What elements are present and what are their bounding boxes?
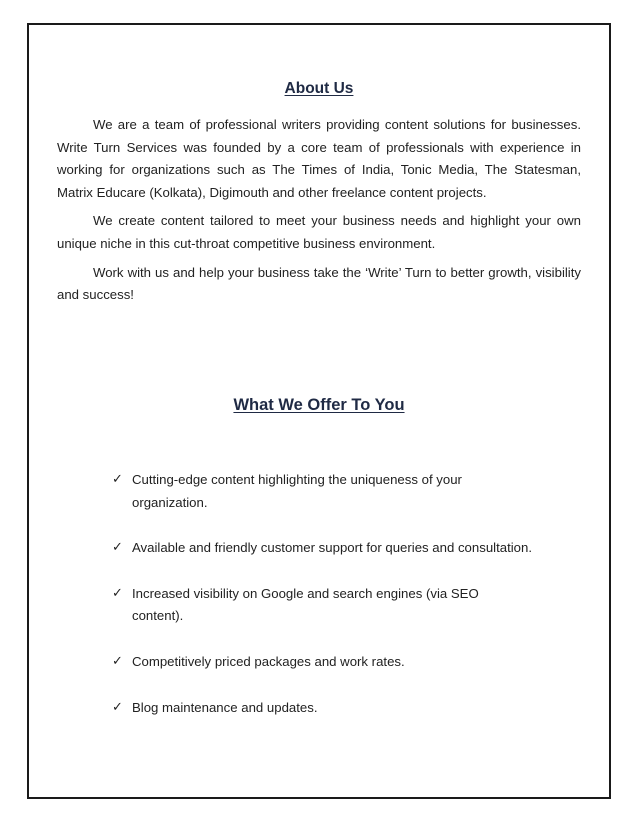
offer-item-text: Cutting-edge content highlighting the uniqueness of your organization.	[132, 472, 462, 510]
offer-list-item	[112, 651, 532, 674]
offer-list-item	[112, 537, 532, 560]
checkmark-icon: ✓	[112, 540, 123, 556]
about-paragraph-tailored: We create content tailored to meet your business needs and highlight your own unique niche in this cut-throat competitive business environment.	[57, 213, 581, 251]
offer-list-item	[112, 469, 532, 514]
offer-list-item	[112, 583, 532, 628]
offer-item-text: Available and friendly customer support for queries and consultation.	[132, 540, 533, 556]
offer-item-text: Competitively priced packages and work rates.	[132, 653, 405, 669]
checkmark-icon: ✓	[112, 699, 123, 715]
offer-list	[112, 469, 532, 742]
offer-item-text: Increased visibility on Google and search engines (via SEO content).	[132, 585, 479, 624]
checkmark-icon: ✓	[112, 472, 123, 487]
about-us-section	[57, 114, 581, 313]
what-we-offer-heading: What We Offer To You	[233, 396, 405, 414]
checkmark-icon: ✓	[112, 585, 123, 601]
offer-list-item	[112, 697, 532, 720]
about-us-heading: About Us	[284, 80, 354, 97]
offer-item-text: Blog maintenance and updates.	[132, 699, 318, 715]
about-paragraph-work-with-us: Work with us and help your business take the ‘Write’ Turn to better growth, visibility and success!	[57, 264, 581, 303]
checkmark-icon: ✓	[112, 653, 123, 669]
about-paragraph-intro: We are a team of professional writers providing content solutions for businesses. Write Turn Services was founded by a core team of professionals with experience in working for organizations such as The Times of India, Tonic Media, The Statesman, Matrix Educare (Kolkata), Digimouth and other freelance content projects.	[57, 117, 581, 200]
